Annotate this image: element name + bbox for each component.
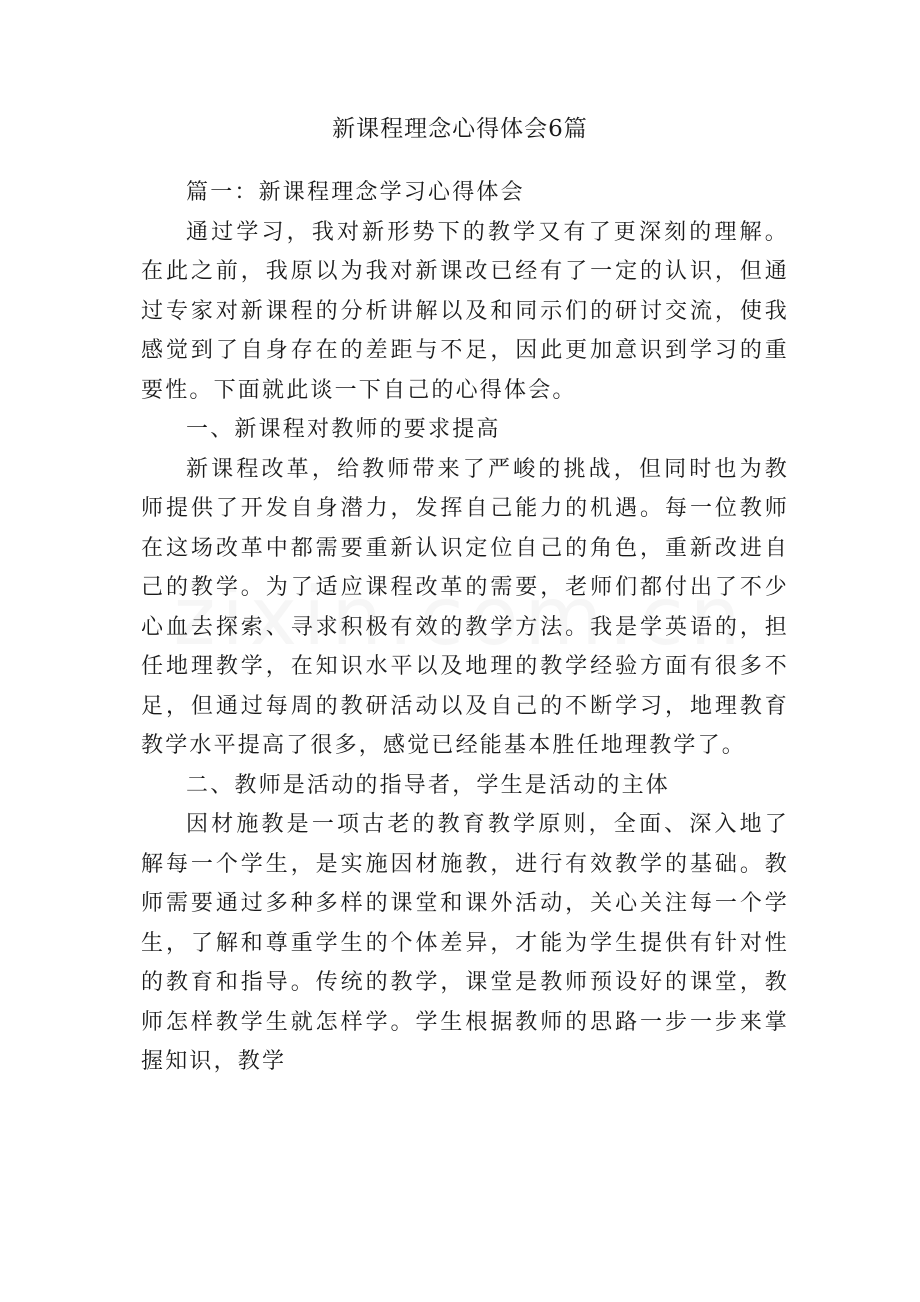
paragraph-intro: 通过学习，我对新形势下的教学又有了更深刻的理解。在此之前，我原以为我对新课改已经有了一定的认识，但通过专家对新课程的分析讲解以及和同示们的研讨交流，使我感觉到了自身存在的差距与不足，因此更加意识到学习的重要性。下面就此谈一下自己的心得体会。 xyxy=(141,219,789,403)
paragraph-section-1: 新课程改革，给教师带来了严峻的挑战，但同时也为教师提供了开发自身潜力，发挥自己能力的机遇。每一位教师在这场改革中都需要重新认识定位自己的角色，重新改进自己的教学。为了适应课程改革的需要，老师们都付出了不少心血去探索、寻求积极有效的教学方法。我是学英语的，担任地理教学，在知识水平以及地理的教学经验方面有很多不足，但通过每周的教研活动以及自己的不断学习，地理教育教学水平提高了很多，感觉已经能基本胜任地理教学了。 xyxy=(141,456,789,758)
section-heading-part-one: 篇一：新课程理念学习心得体会 xyxy=(186,180,525,205)
document-title: 新课程理念心得体会6篇 xyxy=(332,116,588,142)
paragraph-section-2: 因材施教是一项古老的教育教学原则，全面、深入地了解每一个学生，是实施因材施教，进行有效教学的基础。教师需要通过多种多样的课堂和课外活动，关心关注每一个学生，了解和尊重学生的个体差异，才能为学生提供有针对性的教育和指导。传统的教学，课堂是教师预设好的课堂，教师怎样教学生就怎样学。学生根据教师的思路一步一步来掌握知识，教学 xyxy=(141,812,789,1074)
section-heading-2: 二、教师是活动的指导者，学生是活动的主体 xyxy=(186,772,671,798)
document-body xyxy=(141,173,789,1082)
section-heading-1: 一、新课程对教师的要求提高 xyxy=(186,417,501,442)
